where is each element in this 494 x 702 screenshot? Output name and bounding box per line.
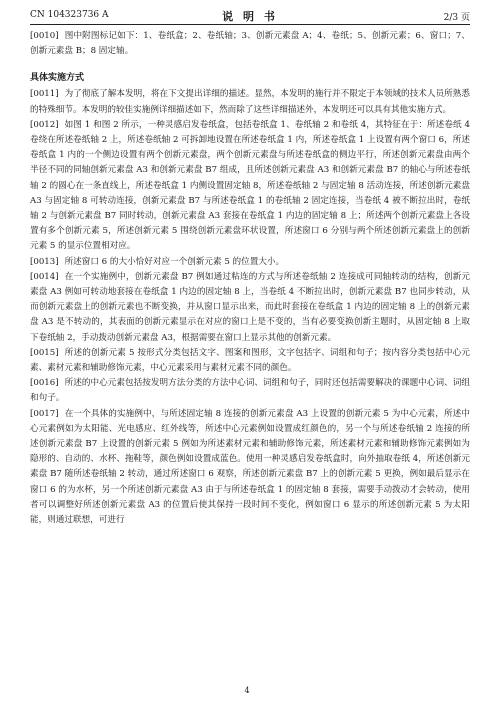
paragraph-number: [0014] <box>30 271 59 282</box>
paragraph-0013 <box>30 255 470 270</box>
paragraph-0016 <box>30 376 470 406</box>
paragraph-number: [0013] <box>30 256 59 267</box>
paragraph-0015 <box>30 346 470 376</box>
paragraph-text: 如图 1 和图 2 所示，一种灵感启发卷纸盒，包括卷纸盒 1、卷纸轴 2 和卷纸 4，其特征在于：所述卷纸 4 卷绕在所述卷纸轴 2 上，所述卷纸轴 2 可拆卸地设置在所述卷纸盒 1 内，所述卷纸盒 1 上设置有两个窗口 6，所述卷纸盒 1 内的一个侧边设置有两个创新元素盘，两个创新元素盘与所述卷纸盒的侧边平行，所述创新元素盘由两个半径不同的同轴创新元素盘 A3 和创新元素盘 B7 组成，且所述创新元素盘 A3 和创新元素盘 B7 的轴心与所述卷纸轴 2 的圆心在一条直线上，所述卷纸盒 1 内侧设置固定轴 8，所述卷纸轴 2 与固定轴 8 活动连接，所述创新元素盘 A3 与固定轴 8 可转动连接，创新元素盘 B7 与所述卷纸盒 1 的卷纸轴 2 固定连接，当卷纸 4 被不断拉出时，卷纸轴 2 与创新元素盘 B7 同时转动，创新元素盘 A3 套接在卷纸盒 1 内边的固定轴 8 上；所述两个创新元素盘上各设置有多个创新元素 5，所述创新元素 5 围绕创新元素盘环状设置，所述窗口 6 分别与两个所述创新元素盘上的创新元素 5 的显示位置相对应。 <box>30 119 470 252</box>
paragraph-number: [0017] <box>30 408 59 419</box>
paragraph-0017 <box>30 407 470 529</box>
document-body <box>30 29 470 528</box>
paragraph-number: [0010] <box>30 31 59 41</box>
paragraph-number: [0011] <box>30 89 59 100</box>
paragraph-text: 所述窗口 6 的大小恰好对应一个创新元素 5 的位置大小。 <box>64 256 285 267</box>
page-header <box>30 8 470 22</box>
paragraph-text: 为了彻底了解本发明，将在下文提出详细的描述。显然，本发明的施行并不限定于本领域的技术人员所熟悉的特殊细节。本发明的较佳实施例详细描述如下，然而除了这些详细描述外，本发明还可以具有其他实施方式。 <box>30 89 470 115</box>
document-title: 说 明 书 <box>222 10 278 23</box>
paragraph-text: 所述的中心元素包括按发明方法分类的方法中心词、词组和句子，同时还包括需要解决的课题中心词、词组和句子。 <box>30 378 470 404</box>
spacer <box>30 59 470 65</box>
publication-number: CN 104323736 A <box>30 10 109 20</box>
paragraph-0010 <box>30 29 470 59</box>
header-divider <box>30 24 470 25</box>
paragraph-0014 <box>30 270 470 346</box>
paragraph-0011 <box>30 87 470 117</box>
paragraph-text: 在一个实施例中，创新元素盘 B7 例如通过粘连的方式与所述卷纸轴 2 连接成可同轴转动的结构，创新元素盘 A3 例如可转动地套接在卷纸盒 1 内边的固定轴 8 上，当卷纸 4 不断拉出时，创新元素盘 B7 也同步转动，从而创新元素盘上的创新元素也不断变换，并从窗口显示出来，而此时套接在卷纸盒 1 内边的固定轴 8 上的创新元素盘 A3 是不转动的，其表面的创新元素显示在对应的窗口上是不变的，当有必要变换创新主题时，从固定轴 8 上取下卷纸轴 2，手动拨动创新元素盘 A3，根据需要在窗口上显示其他的创新元素。 <box>30 271 470 343</box>
paragraph-0012 <box>30 118 470 255</box>
paragraph-text: 在一个具体的实施例中，与所述固定轴 8 连接的创新元素盘 A3 上设置的创新元素 5 为中心元素，所述中心元素例如为太阳能、光电感应、红外线等，所述中心元素例如设置成红颜色的，另一个与所述卷纸轴 2 连接的所述创新元素盘 B7 上设置的创新元素 5 例如为所述素材元素和辅助修饰元素，所述素材元素和辅助修饰元素例如为隐形的、自动的、水杯、拖鞋等，颜色例如设置成蓝色。使用一种灵感启发卷纸盒时，向外抽取卷纸 4，所述创新元素盘 B7 随所述卷纸轴 2 转动，通过所述窗口 6 观察，所述创新元素盘 B7 上的创新元素 5 更换，例如最后显示在窗口 6 的为水杯，另一个所述创新元素盘 A3 由于与所述卷纸盒 1 的固定轴 8 套接，需要手动拨动才会转动，使用者可以调整好所述创新元素盘 A3 的位置后使其保持一段时间不变化，例如窗口 6 显示的所述创新元素 5 为太阳能，则通过联想，可进行 <box>30 408 470 526</box>
page-indicator: 2/3 页 <box>443 13 470 23</box>
paragraph-number: [0016] <box>30 378 59 389</box>
page-number: 4 <box>244 686 250 695</box>
section-heading: 具体实施方式 <box>30 73 85 84</box>
paragraph-text: 图中附图标记如下：1、卷纸盒；2、卷纸轴；3、创新元素盘 A；4、卷纸；5、创新元素；6、窗口；7、创新元素盘 B；8 固定轴。 <box>30 31 470 57</box>
paragraph-text: 所述的创新元素 5 按形式分类包括文字、图案和图形，文字包括字、词组和句子；按内容分类包括中心元素、素材元素和辅助修饰元素，中心元素采用与素材元素不同的颜色。 <box>30 347 470 374</box>
paragraph-number: [0012] <box>30 119 59 130</box>
paragraph-number: [0015] <box>30 347 59 358</box>
